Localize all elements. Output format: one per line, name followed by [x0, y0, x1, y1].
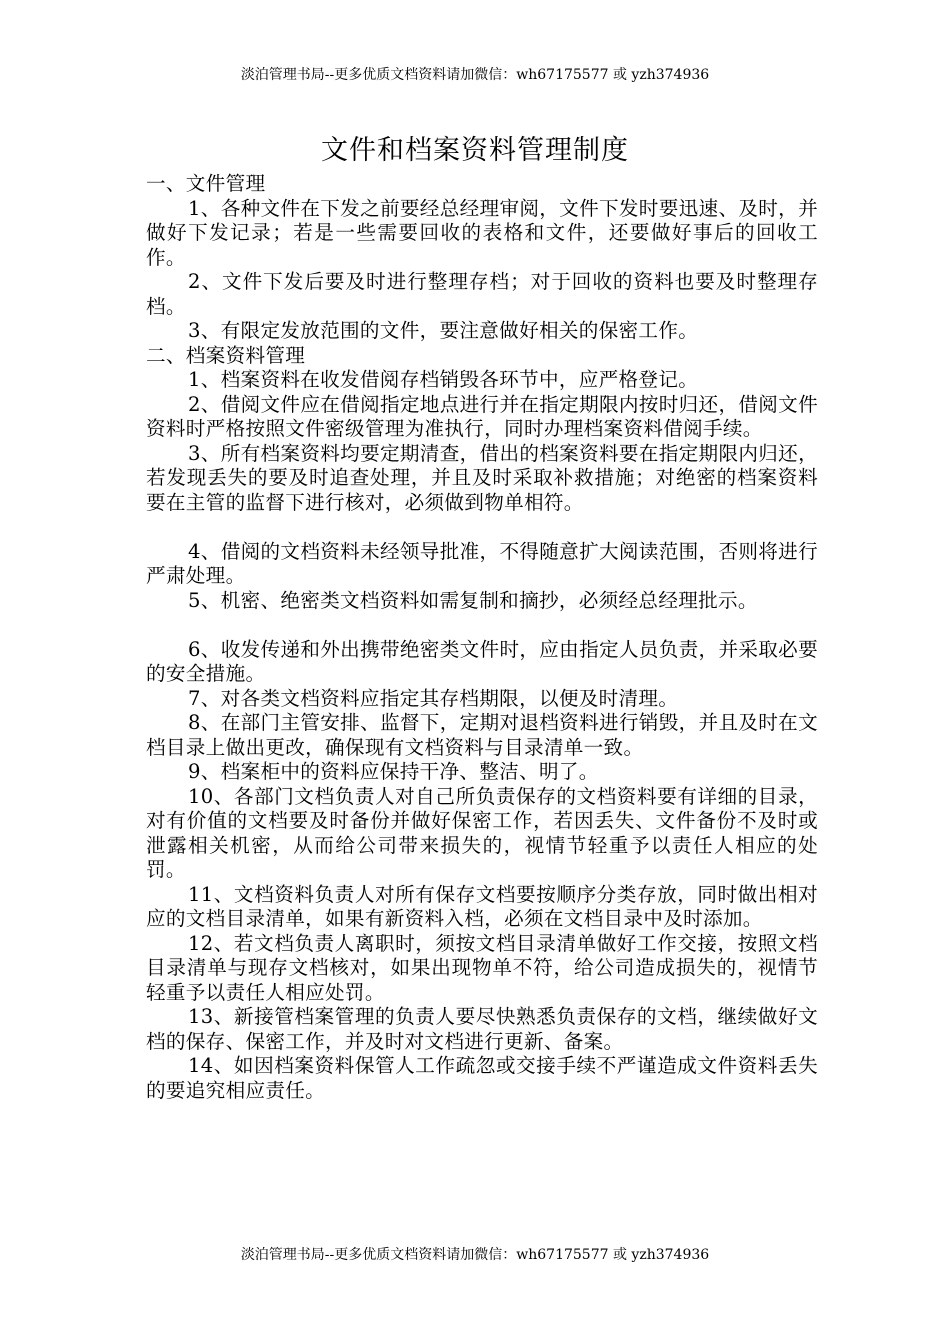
paragraph: 3、有限定发放范围的文件，要注意做好相关的保密工作。 — [188, 319, 699, 342]
paragraph: 8、在部门主管安排、监督下，定期对退档资料进行销毁，并且及时在文档目录上做出更改，确保现有文档资料与目录清单一致。 — [146, 711, 818, 759]
paragraph: 14、如因档案资料保管人工作疏忽或交接手续不严谨造成文件资料丢失的要追究相应责任。 — [146, 1054, 818, 1102]
paragraph: 13、新接管档案管理的负责人要尽快熟悉负责保存的文档，继续做好文档的保存、保密工作，并及时对文档进行更新、备案。 — [146, 1005, 818, 1053]
section-heading-file-management: 一、文件管理 — [146, 172, 266, 195]
page-footer: 淡泊管理书局--更多优质文档资料请加微信：wh67175577 或 yzh374936 — [240, 1247, 710, 1263]
paragraph: 6、收发传递和外出携带绝密类文件时，应由指定人员负责，并采取必要的安全措施。 — [146, 637, 818, 685]
paragraph: 12、若文档负责人离职时，须按文档目录清单做好工作交接，按照文档目录清单与现存文档核对，如果出现物单不符，给公司造成损失的，视情节轻重予以责任人相应处罚。 — [146, 931, 818, 1004]
document-body — [146, 172, 818, 1103]
paragraph: 9、档案柜中的资料应保持干净、整洁、明了。 — [188, 760, 599, 783]
paragraph: 5、机密、绝密类文档资料如需复制和摘抄，必须经总经理批示。 — [188, 588, 758, 612]
paragraph: 7、对各类文档资料应指定其存档期限，以便及时清理。 — [188, 686, 679, 710]
document-title: 文件和档案资料管理制度 — [321, 135, 629, 166]
page-header: 淡泊管理书局--更多优质文档资料请加微信：wh67175577 或 yzh374936 — [240, 67, 710, 83]
paragraph: 2、借阅文件应在借阅指定地点进行并在指定期限内按时归还，借阅文件资料时严格按照文件密级管理为准执行，同时办理档案资料借阅手续。 — [146, 392, 818, 440]
paragraph: 3、所有档案资料均要定期清查，借出的档案资料要在指定期限内归还，若发现丢失的要及时追查处理，并且及时采取补救措施；对绝密的档案资料要在主管的监督下进行核对，必须做到物单相符。 — [146, 441, 818, 514]
paragraph: 2、文件下发后要及时进行整理存档；对于回收的资料也要及时整理存档。 — [146, 270, 818, 318]
paragraph: 1、各种文件在下发之前要经总经理审阅，文件下发时要迅速、及时，并做好下发记录；若是一些需要回收的表格和文件，还要做好事后的回收工作。 — [146, 196, 818, 269]
paragraph: 11、文档资料负责人对所有保存文档要按顺序分类存放，同时做出相对应的文档目录清单，如果有新资料入档，必须在文档目录中及时添加。 — [146, 882, 818, 930]
paragraph: 1、档案资料在收发借阅存档销毁各环节中，应严格登记。 — [188, 368, 699, 391]
paragraph: 4、借阅的文档资料未经领导批准，不得随意扩大阅读范围，否则将进行严肃处理。 — [146, 539, 818, 587]
paragraph: 10、各部门文档负责人对自己所负责保存的文档资料要有详细的目录，对有价值的文档要及时备份并做好保密工作，若因丢失、文件备份不及时或泄露相关机密，从而给公司带来损失的，视情节轻重予以责任人相应的处罚。 — [146, 784, 818, 881]
section-heading-archive-management: 二、档案资料管理 — [146, 343, 306, 367]
